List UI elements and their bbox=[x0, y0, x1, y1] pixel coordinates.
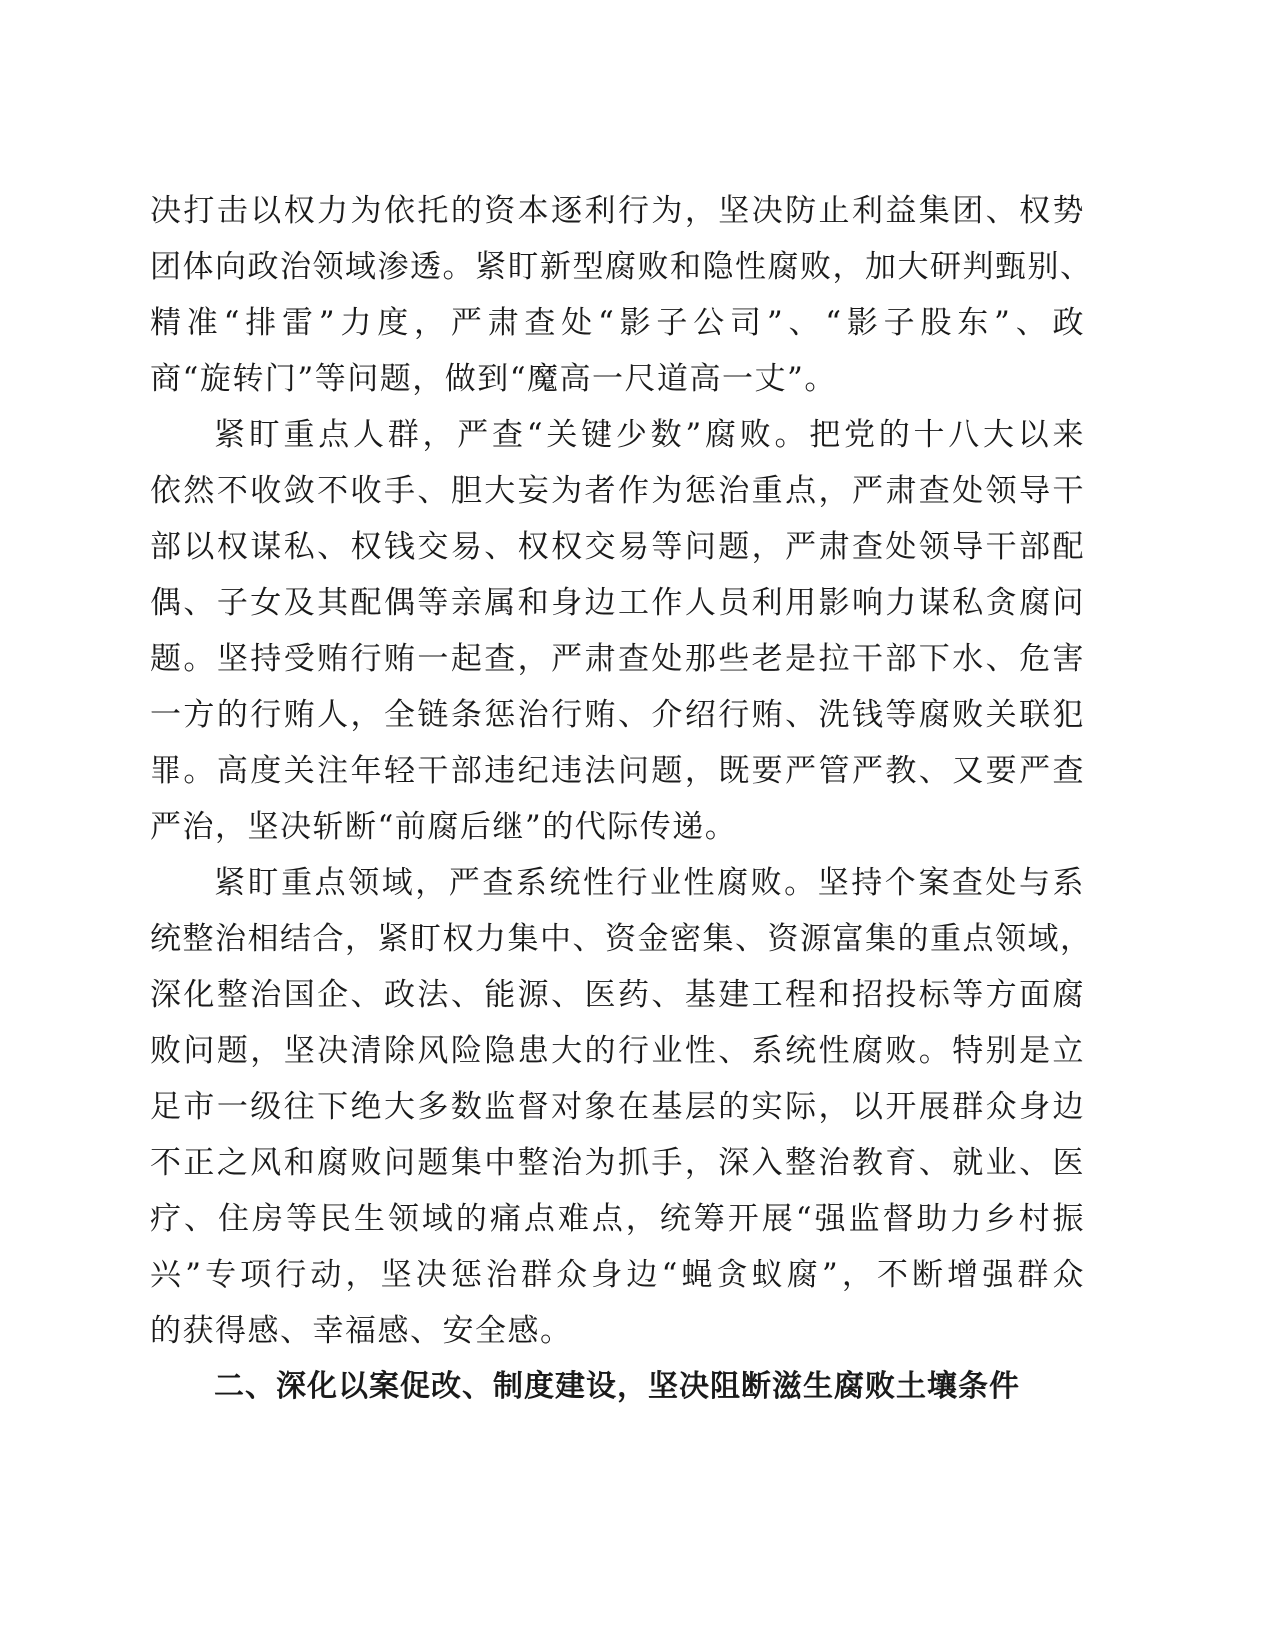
section-heading: 二、深化以案促改、制度建设，坚决阻断滋生腐败土壤条件 bbox=[214, 1369, 1020, 1404]
text-line: 团体向政治领域渗透。紧盯新型腐败和隐性腐败，加大研判甄别、 bbox=[150, 249, 1093, 285]
text-line: 的获得感、幸福感、安全感。 bbox=[150, 1313, 573, 1349]
text-line: 题。坚持受贿行贿一起查，严肃查处那些老是拉干部下水、危害 bbox=[150, 641, 1085, 677]
text-line: 足市一级往下绝大多数监督对象在基层的实际，以开展群众身边 bbox=[150, 1089, 1085, 1125]
paragraph-2 bbox=[150, 407, 1085, 855]
document-body bbox=[150, 183, 1093, 1415]
text-line: 依然不收敛不收手、胆大妄为者作为惩治重点，严肃查处领导干 bbox=[150, 473, 1085, 509]
text-line: 精准“排雷”力度，严肃查处“影子公司”、“影子股东”、政 bbox=[150, 305, 1085, 341]
paragraph-1 bbox=[150, 183, 1093, 407]
text-line: 偶、子女及其配偶等亲属和身边工作人员利用影响力谋私贪腐问 bbox=[150, 585, 1085, 621]
text-line: 紧盯重点人群，严查“关键少数”腐败。把党的十八大以来 bbox=[214, 417, 1085, 453]
text-line: 部以权谋私、权钱交易、权权交易等问题，严肃查处领导干部配 bbox=[150, 529, 1085, 565]
text-line: 一方的行贿人，全链条惩治行贿、介绍行贿、洗钱等腐败关联犯 bbox=[150, 697, 1085, 733]
text-line: 不正之风和腐败问题集中整治为抓手，深入整治教育、就业、医 bbox=[150, 1145, 1085, 1181]
text-line: 严治，坚决斩断“前腐后继”的代际传递。 bbox=[150, 809, 738, 845]
text-line: 疗、住房等民生领域的痛点难点，统筹开展“强监督助力乡村振 bbox=[150, 1201, 1085, 1237]
text-line: 商“旋转门”等问题，做到“魔高一尺道高一丈”。 bbox=[150, 361, 837, 397]
text-line: 紧盯重点领域，严查系统性行业性腐败。坚持个案查处与系 bbox=[214, 865, 1085, 901]
text-line: 统整治相结合，紧盯权力集中、资金密集、资源富集的重点领域， bbox=[150, 921, 1093, 957]
text-line: 深化整治国企、政法、能源、医药、基建工程和招投标等方面腐 bbox=[150, 977, 1085, 1013]
text-line: 败问题，坚决清除风险隐患大的行业性、系统性腐败。特别是立 bbox=[150, 1033, 1085, 1069]
text-line: 决打击以权力为依托的资本逐利行为，坚决防止利益集团、权势 bbox=[150, 193, 1085, 229]
paragraph-3 bbox=[150, 855, 1093, 1359]
text-line: 罪。高度关注年轻干部违纪违法问题，既要严管严教、又要严查 bbox=[150, 753, 1085, 789]
text-line: 兴”专项行动，坚决惩治群众身边“蝇贪蚁腐”，不断增强群众 bbox=[150, 1257, 1085, 1293]
